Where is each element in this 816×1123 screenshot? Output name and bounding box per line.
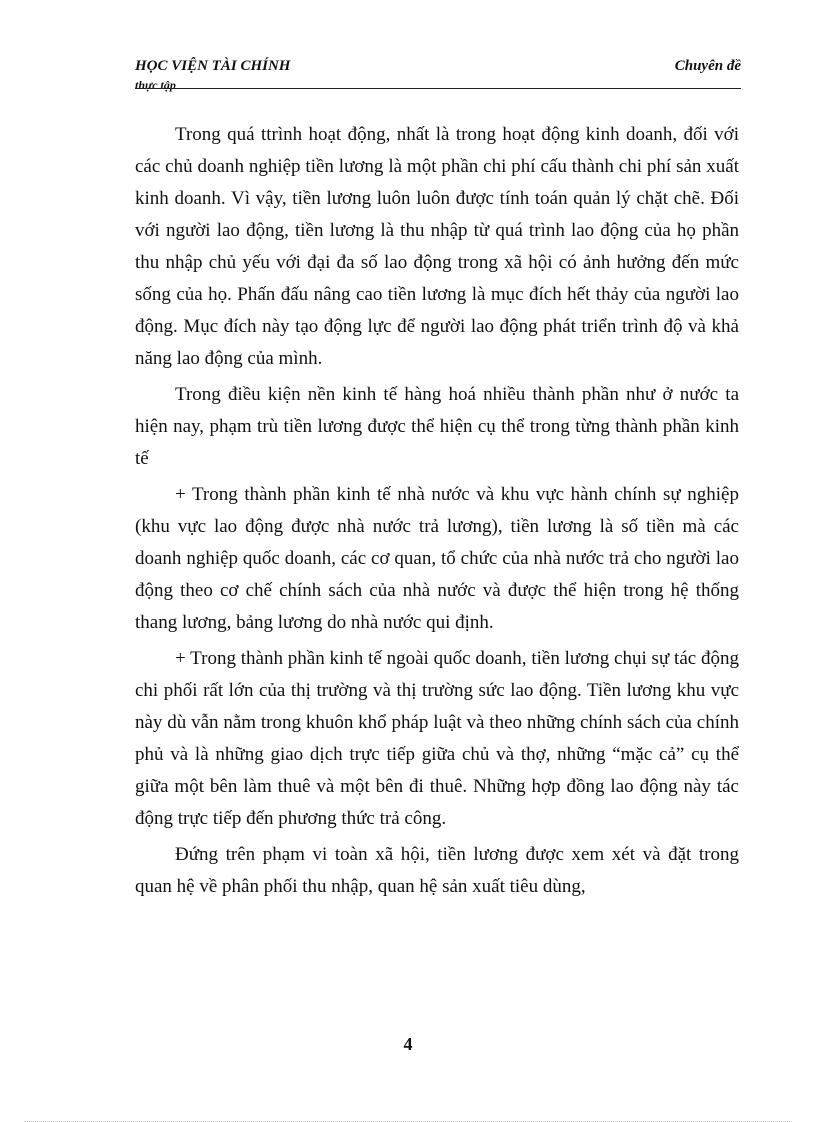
page-number: 4 [403, 1034, 413, 1054]
page-bottom-divider [24, 1121, 792, 1122]
paragraph-3: + Trong thành phần kinh tế nhà nước và khu vực hành chính sự nghiệp (khu vực lao động được nhà nước trả lương), tiền lương là số tiền mà các doanh nghiệp quốc doanh, các cơ quan, tổ chức của nhà nước trả cho người lao động theo cơ chế chính sách của nhà nước và được thể hiện trong hệ thống thang lương, bảng lương do nhà nước qui định. [135, 484, 739, 633]
header-rule [135, 88, 741, 89]
document-body [135, 119, 739, 907]
paragraph-1: Trong quá ttrình hoạt động, nhất là trong hoạt động kinh doanh, đối với các chủ doanh nghiệp tiền lương là một phần chi phí cấu thành chi phí sản xuất kinh doanh. Vì vậy, tiền lương luôn luôn được tính toán quản lý chặt chẽ. Đối với người lao động, tiền lương là thu nhập từ quá trình lao động của họ phần thu nhập chủ yếu với đại đa số lao động trong xã hội có ảnh hưởng đến mức sống của họ. Phấn đấu nâng cao tiền lương là mục đích hết thảy của người lao động. Mục đích này tạo động lực để người lao động phát triển trình độ và khả năng lao động của mình. [135, 124, 739, 369]
paragraph-2: Trong điều kiện nền kinh tế hàng hoá nhiều thành phần như ở nước ta hiện nay, phạm trù tiền lương được thể hiện cụ thể trong từng thành phần kinh tế [135, 384, 739, 469]
paragraph-4: + Trong thành phần kinh tế ngoài quốc doanh, tiền lương chụi sự tác động chi phối rất lớn của thị trường và thị trường sức lao động. Tiền lương khu vực này dù vẫn nằm trong khuôn khổ pháp luật và theo những chính sách của chính phủ và là những giao dịch trực tiếp giữa chủ và thợ, những “mặc cả” cụ thể giữa một bên làm thuê và một bên đi thuê. Những hợp đồng lao động này tác động trực tiếp đến phương thức trả công. [135, 648, 739, 829]
header-institution: HỌC VIỆN TÀI CHÍNH [135, 58, 291, 74]
header-doc-type: Chuyên đề [674, 58, 741, 74]
header-doc-type-continued: thực tập [135, 78, 176, 92]
paragraph-5: Đứng trên phạm vi toàn xã hội, tiền lương được xem xét và đặt trong quan hệ về phân phối thu nhập, quan hệ sản xuất tiêu dùng, [135, 844, 739, 897]
